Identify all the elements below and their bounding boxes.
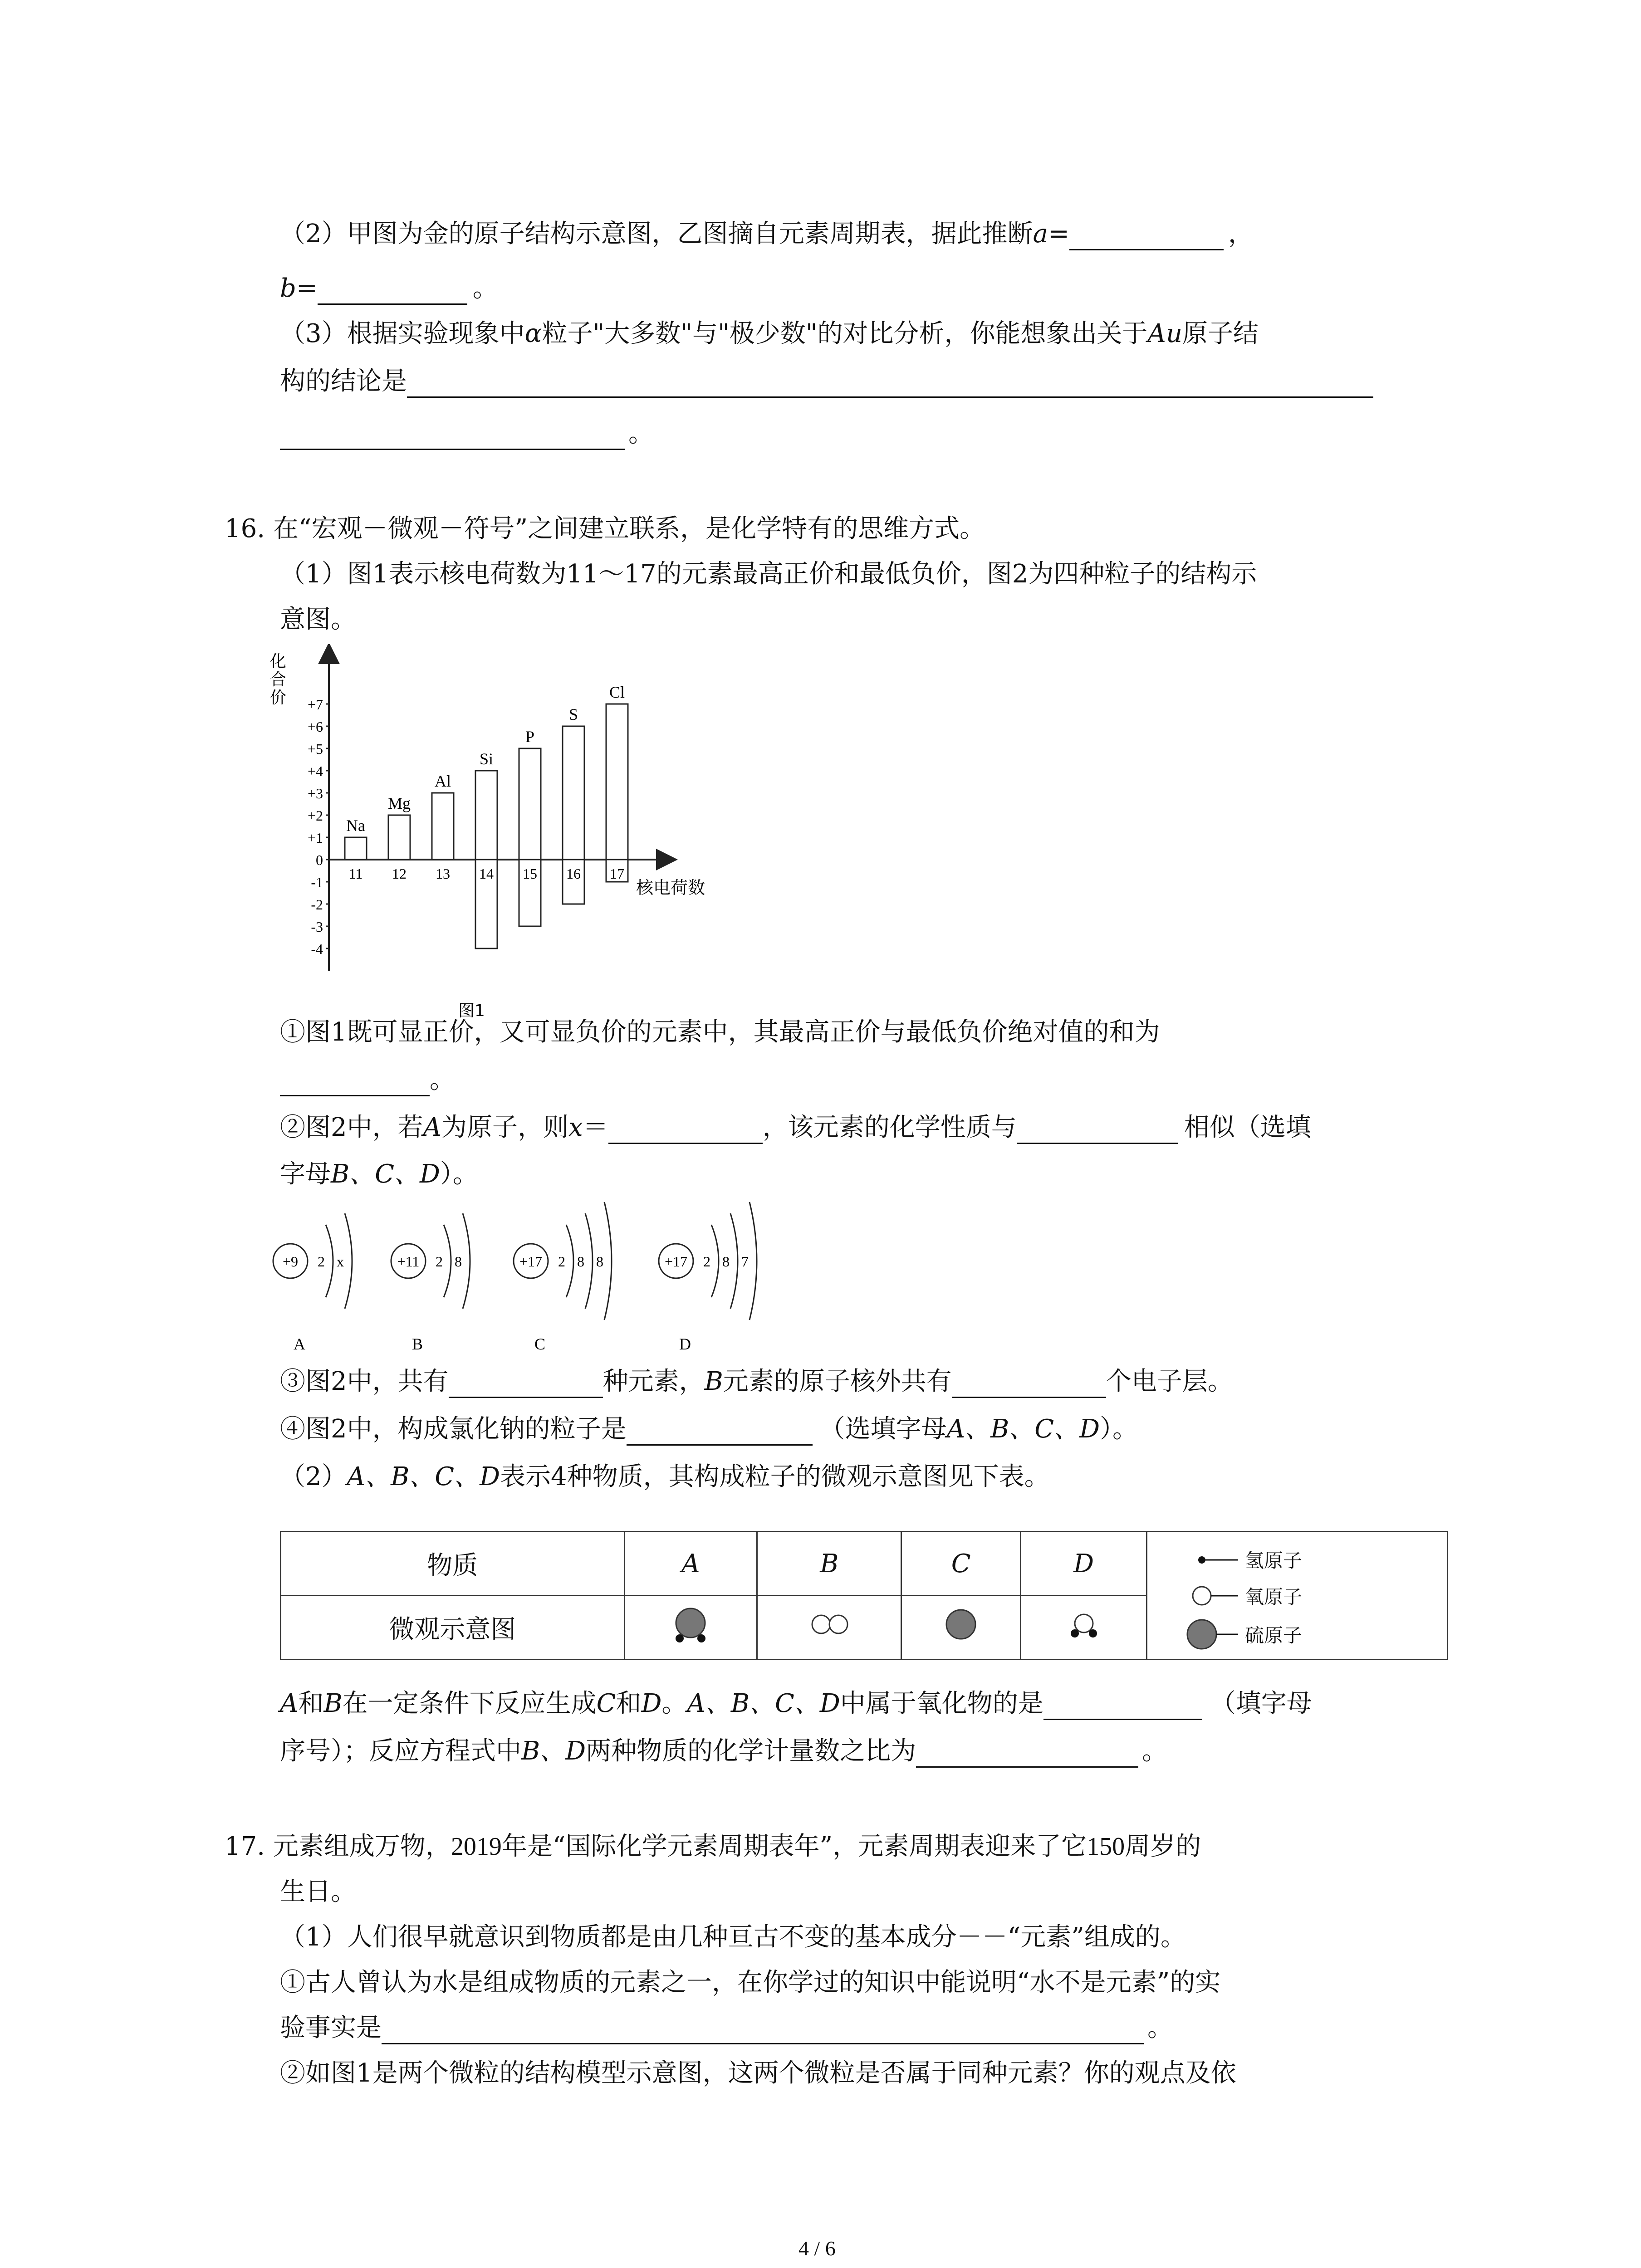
q16-intro: 16. 在“宏观－微观－符号”之间建立联系，是化学特有的思维方式。 <box>225 514 985 543</box>
y-tick-label: +6 <box>307 719 323 735</box>
q15-part3-line3: 。 <box>280 417 654 450</box>
answer-blank-oxides[interactable] <box>1043 1691 1202 1720</box>
bar-positive-Al <box>432 793 454 860</box>
bar-positive-Mg <box>388 815 410 860</box>
table-header-label: 物质 <box>281 1532 625 1596</box>
q15-part2-line1: （2）甲图为金的原子结构示意图，乙图摘自元素周期表，据此推断a= ， <box>280 218 1254 250</box>
figure1-valence-chart <box>268 644 744 1021</box>
atom-label: B <box>411 1335 423 1353</box>
y-tick-label: +3 <box>307 785 323 802</box>
y-tick-label: +2 <box>307 807 323 824</box>
q16-answer-line2: 序号）；反应方程式中B、D两种物质的化学计量数之比为 。 <box>280 1735 1167 1768</box>
q16-answer-line1: A和B在一定条件下反应生成C和D。A、B、C、D中属于氧化物的是 （填字母 <box>280 1687 1312 1720</box>
shell-electron-count: 8 <box>455 1253 462 1270</box>
legend-oxygen: 氧原子 <box>1245 1586 1303 1608</box>
y-tick-label: +7 <box>307 696 323 713</box>
legend-sulfur: 硫原子 <box>1245 1624 1303 1647</box>
q15-part3-line1: （3）根据实验现象中α粒子"大多数"与"极少数"的对比分析，你能想象出关于Au原子结 <box>280 319 1259 348</box>
nucleus-charge: +9 <box>282 1253 299 1270</box>
atom-label: A <box>294 1335 305 1353</box>
answer-blank-conclusion-cont[interactable] <box>280 421 625 450</box>
shell-electron-count: 7 <box>741 1253 749 1270</box>
nucleus-charge: +17 <box>519 1253 543 1270</box>
x-tick-label: 15 <box>523 865 537 882</box>
answer-blank-valence-sum[interactable] <box>280 1068 430 1096</box>
element-label: Mg <box>387 794 411 812</box>
q17-part1: （1）人们很早就意识到物质都是由几种亘古不变的基本成分－－“元素”组成的。 <box>280 1922 1186 1952</box>
answer-blank-water-not-element[interactable] <box>382 2016 1144 2044</box>
x-tick-label: 12 <box>392 865 407 882</box>
figure2-atom-diagrams <box>272 1198 817 1361</box>
electron-shell-arc <box>711 1225 719 1297</box>
y-axis-label-3: 价 <box>270 689 287 707</box>
element-label: Na <box>346 816 365 835</box>
electron-shell-arc <box>566 1225 573 1297</box>
q17-line2: 生日。 <box>280 1877 356 1906</box>
x-tick-label: 16 <box>566 865 581 882</box>
electron-shell-arc <box>730 1213 738 1309</box>
x-tick-label: 13 <box>436 865 450 882</box>
table-col-a: A <box>624 1532 757 1596</box>
q16-sub3: ③图2中，共有 种元素，B元素的原子核外共有 个电子层。 <box>280 1365 1233 1398</box>
x-tick-label: 11 <box>348 865 363 882</box>
q16-part1-line2: 意图。 <box>280 605 356 634</box>
table-row-label: 微观示意图 <box>281 1596 625 1660</box>
electron-shell-arc <box>585 1213 593 1309</box>
particle-table <box>280 1531 1448 1660</box>
shell-electron-count: 8 <box>577 1253 584 1270</box>
bar-positive-P <box>519 748 541 860</box>
molecule-c-s <box>901 1596 1021 1660</box>
q17-sub1-line2: 验事实是 。 <box>280 2012 1173 2044</box>
y-tick-label: -3 <box>311 919 323 935</box>
y-axis-label-2: 合 <box>270 670 287 689</box>
nucleus-charge: +11 <box>397 1253 420 1270</box>
q17-line1: 17. 元素组成万物，2019年是“国际化学元素周期表年”，元素周期表迎来了它150周岁的 <box>225 1832 1201 1861</box>
q15-part3-line2: 构的结论是 <box>280 365 1373 398</box>
x-axis-label: 核电荷数 <box>636 878 705 898</box>
electron-shell-arc <box>604 1202 612 1320</box>
answer-blank-b[interactable] <box>318 276 467 305</box>
y-tick-label: -1 <box>311 874 323 890</box>
atom-label: D <box>679 1335 691 1353</box>
electron-shell-arc <box>326 1225 333 1297</box>
atom-label: C <box>534 1335 546 1353</box>
shell-electron-count: x <box>337 1253 344 1270</box>
answer-blank-x[interactable] <box>608 1115 763 1144</box>
molecule-d-h2o <box>1021 1596 1147 1660</box>
page-number: 4 / 6 <box>798 2237 836 2260</box>
q16-sub1-line1: ①图1既可显正价，又可显负价的元素中，其最高正价与最低负价绝对值的和为 <box>280 1017 1160 1047</box>
bar-positive-Si <box>475 771 497 860</box>
shell-electron-count: 2 <box>318 1253 325 1270</box>
element-label: Si <box>479 750 494 768</box>
shell-electron-count: 2 <box>558 1253 565 1270</box>
shell-electron-count: 8 <box>596 1253 603 1270</box>
q16-part1-line1: （1）图1表示核电荷数为11～17的元素最高正价和最低负价，图2为四种粒子的结构示 <box>280 559 1257 589</box>
electron-shell-arc <box>463 1213 470 1309</box>
shell-electron-count: 2 <box>436 1253 443 1270</box>
answer-blank-conclusion[interactable] <box>407 369 1373 398</box>
answer-blank-nacl-particles[interactable] <box>627 1417 813 1446</box>
bar-positive-S <box>563 726 584 860</box>
q16-part2: （2）A、B、C、D表示4种物质，其构成粒子的微观示意图见下表。 <box>280 1462 1050 1491</box>
electron-shell-arc <box>749 1202 757 1320</box>
q17-sub1-line1: ①古人曾认为水是组成物质的元素之一，在你学过的知识中能说明“水不是元素”的实 <box>280 1968 1221 1997</box>
x-tick-label: 14 <box>479 865 494 882</box>
element-label: P <box>525 728 535 746</box>
shell-electron-count: 8 <box>722 1253 730 1270</box>
x-tick-label: 17 <box>610 865 624 882</box>
answer-blank-similar[interactable] <box>1017 1115 1178 1144</box>
q16-sub2-line2: 字母B、C、D）。 <box>280 1159 478 1189</box>
answer-blank-electron-layers[interactable] <box>952 1369 1106 1398</box>
nucleus-charge: +17 <box>664 1253 688 1270</box>
electron-shell-arc <box>444 1225 451 1297</box>
bar-positive-Cl <box>606 704 628 860</box>
y-tick-label: -4 <box>311 941 323 957</box>
element-label: S <box>568 705 578 723</box>
element-label: Al <box>435 772 451 790</box>
y-tick-label: +5 <box>307 741 323 757</box>
answer-blank-ratio[interactable] <box>916 1739 1138 1768</box>
atom-diagram-B <box>391 1213 470 1353</box>
atom-diagram-A <box>273 1213 352 1353</box>
q17-sub2-line1: ②如图1是两个微粒的结构模型示意图，这两个微粒是否属于同种元素？你的观点及依 <box>280 2058 1236 2088</box>
atom-diagram-D <box>659 1202 757 1353</box>
table-col-b: B <box>757 1532 901 1596</box>
answer-blank-a[interactable] <box>1069 222 1224 250</box>
atom-diagram-C <box>514 1202 612 1353</box>
q15-part2-line2: b= 。 <box>280 272 498 305</box>
y-tick-label: 0 <box>316 852 323 868</box>
molecule-a-h2s <box>624 1596 757 1660</box>
table-col-d: D <box>1021 1532 1147 1596</box>
electron-shell-arc <box>345 1213 352 1309</box>
shell-electron-count: 2 <box>703 1253 710 1270</box>
molecule-b-o2 <box>757 1596 901 1660</box>
q16-sub2-line1: ②图2中，若A为原子，则x＝ ，该元素的化学性质与 相似（选填 <box>280 1111 1311 1144</box>
y-axis-label-1: 化 <box>270 652 287 671</box>
figure1-caption: 图1 <box>458 1002 485 1020</box>
y-tick-label: +1 <box>307 830 323 846</box>
q16-sub1-line2: 。 <box>280 1064 455 1096</box>
table-legend-cell <box>1147 1532 1448 1660</box>
table-col-c: C <box>901 1532 1021 1596</box>
y-tick-label: +4 <box>307 763 323 779</box>
bar-positive-Na <box>345 837 367 860</box>
y-tick-label: -2 <box>311 896 323 913</box>
answer-blank-element-count[interactable] <box>449 1369 603 1398</box>
legend-hydrogen: 氢原子 <box>1245 1549 1303 1572</box>
element-label: Cl <box>609 683 625 701</box>
q16-sub4: ④图2中，构成氯化钠的粒子是 （选填字母A、B、C、D）。 <box>280 1413 1138 1446</box>
